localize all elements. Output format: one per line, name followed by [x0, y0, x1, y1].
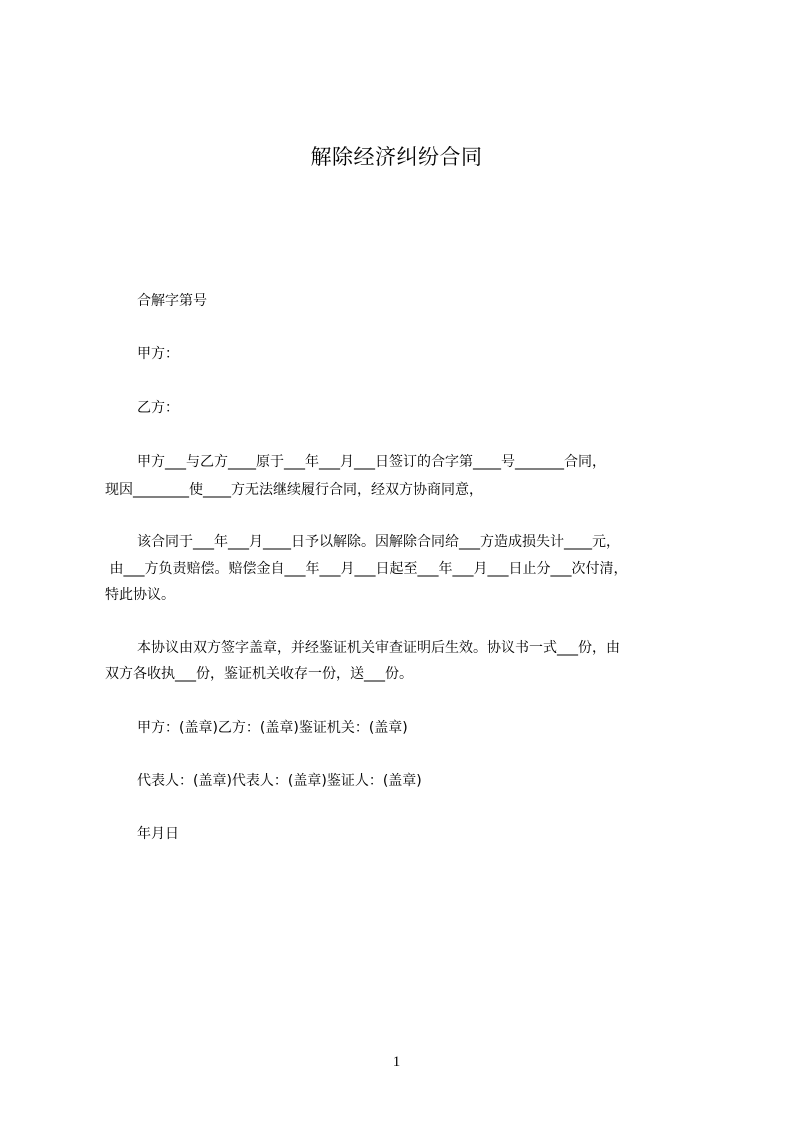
- paragraph-2-line-1: 该合同于___年___月____日予以解除。因解除合同给___方造成损失计____元，: [137, 534, 620, 550]
- paragraph-2-line-2: 由___方负责赔偿。赔偿金自___年___月___日起至___年___月___日止分___次付清，: [105, 561, 628, 577]
- document-title: 解除经济纠纷合同: [310, 145, 483, 169]
- paragraph-1-line-1: 甲方___与乙方____原于___年___月___日签订的合字第____号_______合同，: [137, 454, 606, 470]
- paragraph-3-line-1: 本协议由双方签字盖章，并经鉴证机关审查证明后生效。协议书一式___份，由: [137, 640, 620, 656]
- paragraph-1-line-2: 现因________使____方无法继续履行合同，经双方协商同意，: [105, 482, 483, 498]
- party-a-label: 甲方：: [137, 346, 179, 362]
- signature-line-2: 代表人：(盖章)代表人：(盖章)鉴证人：(盖章): [137, 773, 422, 789]
- signature-line-1: 甲方：(盖章)乙方：(盖章)鉴证机关：(盖章): [137, 720, 408, 736]
- reference-number: 合解字第号: [137, 293, 207, 309]
- paragraph-2-line-3: 特此协议。: [105, 587, 175, 603]
- date-line: 年月日: [137, 826, 179, 842]
- party-b-label: 乙方：: [137, 400, 179, 416]
- page-number: 1: [392, 1054, 401, 1070]
- paragraph-3-line-2: 双方各收执___份，鉴证机关收存一份，送___份。: [105, 666, 413, 682]
